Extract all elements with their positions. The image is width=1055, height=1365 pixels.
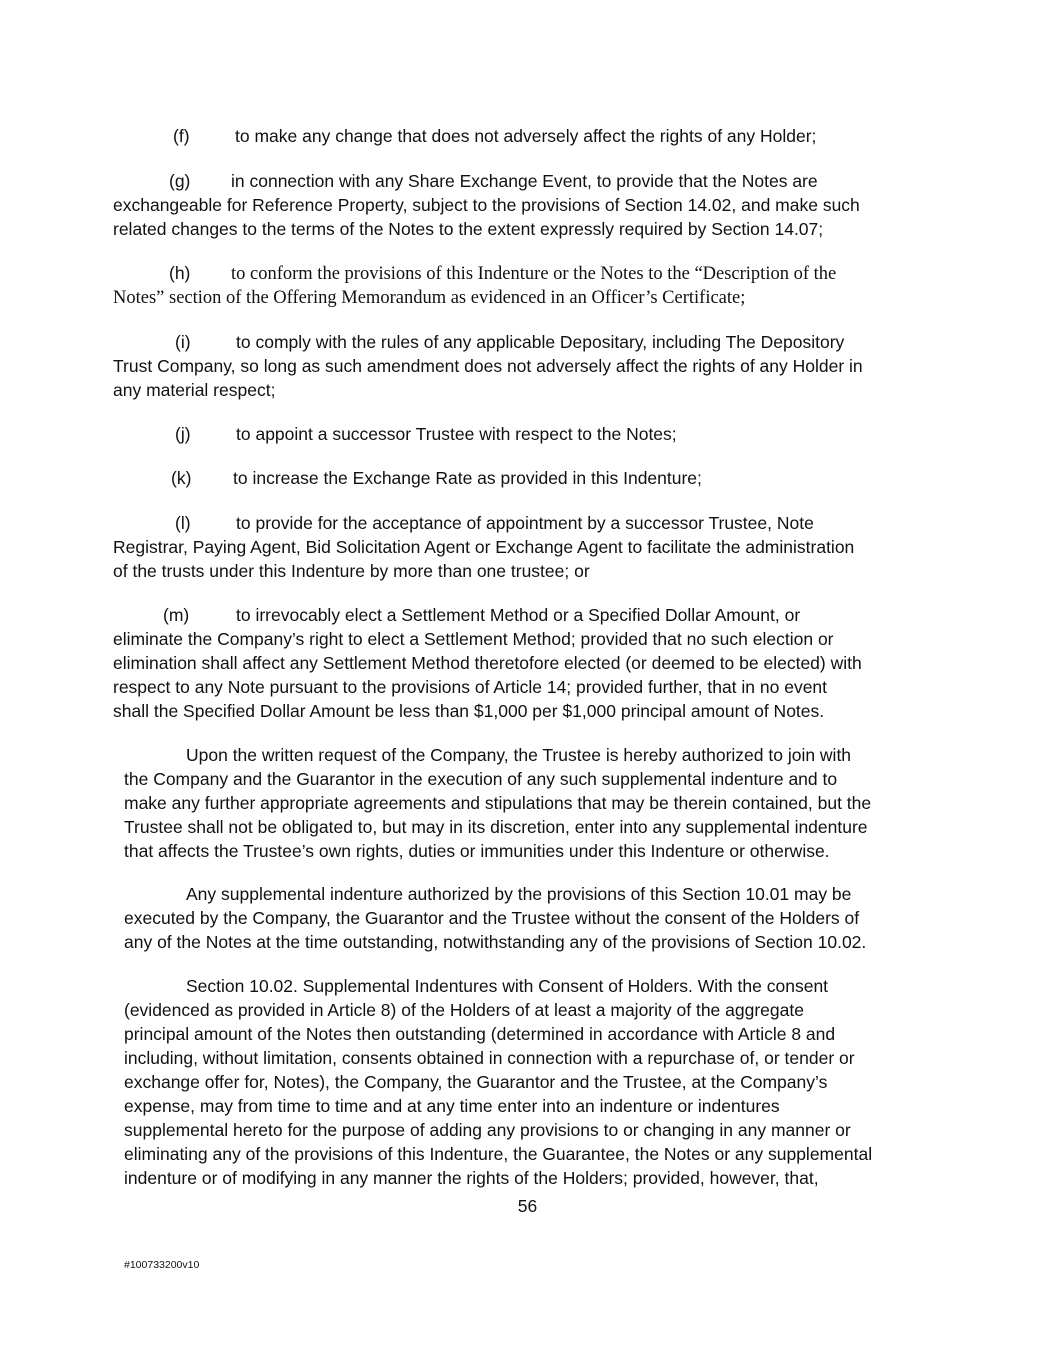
- clause-first-line: to conform the provisions of this Indenture or the Notes to the “Description of the: [231, 264, 837, 284]
- clause-label: (g): [169, 171, 191, 191]
- clause-label: (f): [173, 126, 190, 146]
- clause-continuation: exchangeable for Reference Property, subject to the provisions of Section 14.02, and make such related changes to the terms of the Notes to the extent expressly required by Section 14.07;: [113, 195, 860, 239]
- clause-continuation: eliminate the Company’s right to elect a Settlement Method; provided that no such election or elimination shall affect any Settlement Method theretofore elected (or deemed to be elected) with respect to any Note pursuant to the provisions of Article 14; provided further, that in no event shall the Specified Dollar Amount be less than $1,000 per $1,000 principal amount of Notes.: [113, 629, 862, 721]
- paragraph-trustee-authorization: [124, 743, 935, 863]
- clause-first-line: to provide for the acceptance of appointment by a successor Trustee, Note: [236, 513, 814, 533]
- clause-l: [113, 511, 935, 583]
- paragraph-supplemental-without-consent: [124, 882, 935, 954]
- clause-label: (k): [171, 468, 192, 488]
- paragraph-text: Any supplemental indenture authorized by the provisions of this Section 10.01 may be executed by the Company, the Guarantor and the Trustee without the consent of the Holders of any of the Notes at the time outstanding, notwithstanding any of the provisions of Section 10.02.: [124, 884, 867, 952]
- clause-label: (m): [163, 605, 190, 625]
- clause-j: [113, 422, 935, 446]
- paragraph-text: Upon the written request of the Company, the Trustee is hereby authorized to join with the Company and the Guarantor in the execution of any such supplemental indenture and to make any further appropriate agreements and stipulations that may be therein contained, but the Trustee shall not be obligated to, but may in its discretion, enter into any supplemental indenture that affects the Trustee’s own rights, duties or immunities under this Indenture or otherwise.: [124, 745, 872, 861]
- page-number: 56: [517, 1196, 538, 1216]
- clause-first-line: in connection with any Share Exchange Event, to provide that the Notes are: [231, 171, 818, 191]
- clause-label: (h): [169, 263, 191, 283]
- clause-f: [113, 124, 935, 148]
- clause-label: (l): [175, 513, 191, 533]
- clause-label: (j): [175, 424, 191, 444]
- clause-m: [113, 603, 935, 723]
- clause-continuation: Trust Company, so long as such amendment does not adversely affect the rights of any Holder in any material respect;: [113, 356, 863, 400]
- paragraph-text: Section 10.02. Supplemental Indentures with Consent of Holders. With the consent (evidenced as provided in Article 8) of the Holders of at least a majority of the aggregate principal amount of the Notes then outstanding (determined in accordance with Article 8 and including, without limitation, consents obtained in connection with a repurchase of, or tender or exchange offer for, Notes), the Company, the Guarantor and the Trustee, at the Company’s expense, may from time to time and at any time enter into an indenture or indentures supplemental hereto for the purpose of adding any provisions to or changing in any manner or eliminating any of the provisions of this Indenture, the Guarantee, the Notes or any supplemental indenture or of modifying in any manner the rights of the Holders; provided, however, that,: [124, 976, 873, 1188]
- clause-first-line: to appoint a successor Trustee with respect to the Notes;: [236, 424, 677, 444]
- clause-label: (i): [175, 332, 191, 352]
- paragraph-section-10-02: [124, 974, 935, 1190]
- clause-h: [113, 261, 935, 310]
- clause-g: [113, 169, 935, 241]
- clause-continuation: Notes” section of the Offering Memorandum as evidenced in an Officer’s Certificate;: [113, 288, 746, 308]
- clause-continuation: Registrar, Paying Agent, Bid Solicitation Agent or Exchange Agent to facilitate the administration of the trusts under this Indenture by more than one trustee; or: [113, 537, 855, 581]
- clause-i: [113, 330, 935, 402]
- clause-first-line: to comply with the rules of any applicable Depositary, including The Depository: [236, 332, 845, 352]
- clause-first-line: to make any change that does not adversely affect the rights of any Holder;: [235, 126, 817, 146]
- clause-first-line: to increase the Exchange Rate as provided in this Indenture;: [233, 468, 702, 488]
- document-id: #100733200v10: [124, 1259, 200, 1271]
- clause-first-line: to irrevocably elect a Settlement Method or a Specified Dollar Amount, or: [236, 605, 801, 625]
- clause-k: [113, 466, 935, 490]
